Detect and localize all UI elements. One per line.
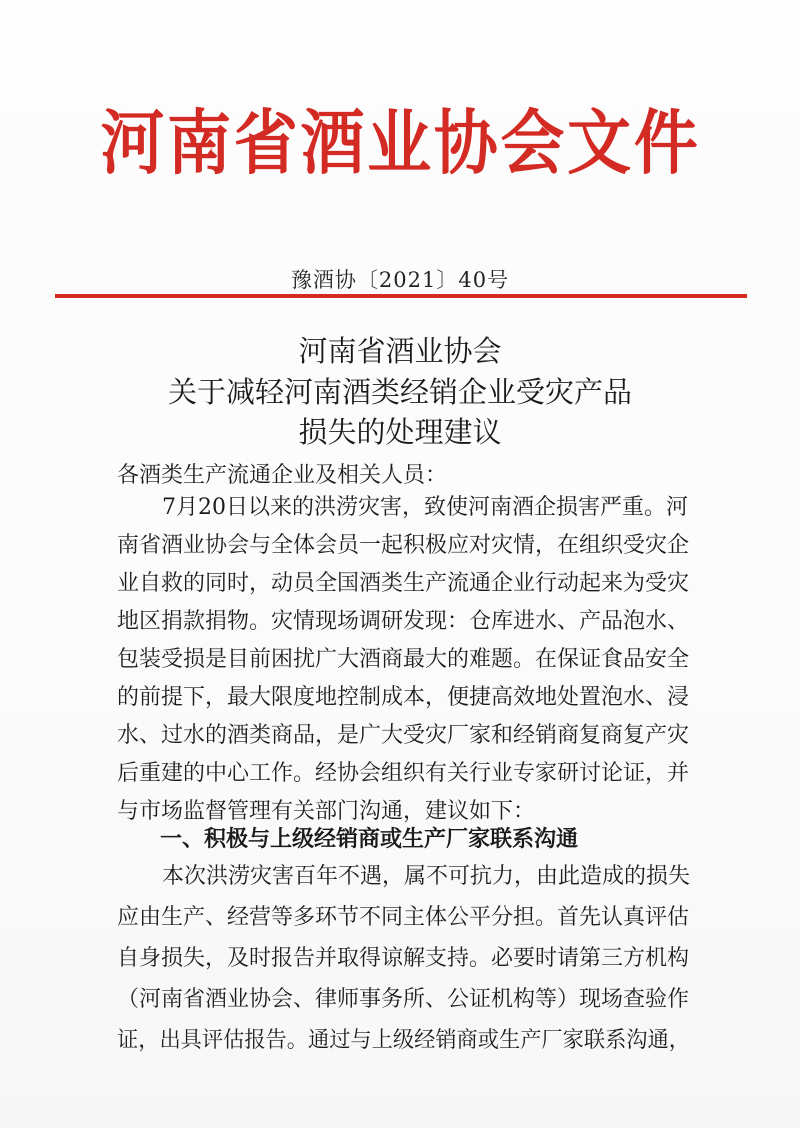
title-line-3: 损失的处理建议 [298,415,502,449]
paragraph1-line: 地区捐款捐物。灾情现场调研发现：仓库进水、产品泡水、 [117,609,690,634]
paragraph1-line: 7月20日以来的洪涝灾害，致使河南酒企损害严重。河 [162,495,688,520]
paragraph1-line: 水、过水的酒类商品，是广大受灾厂家和经销商复商复产灾 [117,723,690,748]
section1-line: 应由生产、经营等多环节不同主体公平分担。首先认真评估 [117,905,690,930]
paragraph1-line: 后重建的中心工作。经协会组织有关行业专家研讨论证，并 [117,761,690,786]
section1-heading: 一、积极与上级经销商或生产厂家联系沟通 [160,827,579,852]
red-divider-line [55,294,747,298]
section1-line: （河南省酒业协会、律师事务所、公证机构等）现场查验作 [117,987,690,1012]
paragraph1-line: 南省酒业协会与全体会员一起积极应对灾情，在组织受灾企 [117,533,690,558]
title-line-2: 关于减轻河南酒类经销企业受灾产品 [167,375,632,409]
title-line-1: 河南省酒业协会 [298,334,502,368]
document-number: 豫酒协〔2021〕40号 [290,268,510,292]
paragraph1-line: 的前提下，最大限度地控制成本，便捷高效地处置泡水、浸 [117,685,690,710]
masthead-title: 河南省酒业协会文件 [100,101,700,184]
section1-line: 证，出具评估报告。通过与上级经销商或生产厂家联系沟通， [117,1028,690,1053]
section1-line: 自身损失，及时报告并取得谅解支持。必要时请第三方机构 [117,946,690,971]
paragraph1-line: 包装受损是目前困扰广大酒商最大的难题。在保证食品安全 [117,647,690,672]
salutation: 各酒类生产流通企业及相关人员： [117,463,448,488]
paragraph1-line: 与市场监督管理有关部门沟通，建议如下： [117,799,536,824]
section1-line: 本次洪涝灾害百年不遇，属不可抗力，由此造成的损失 [162,864,691,889]
paragraph1-line: 业自救的同时，动员全国酒类生产流通企业行动起来为受灾 [117,571,690,596]
